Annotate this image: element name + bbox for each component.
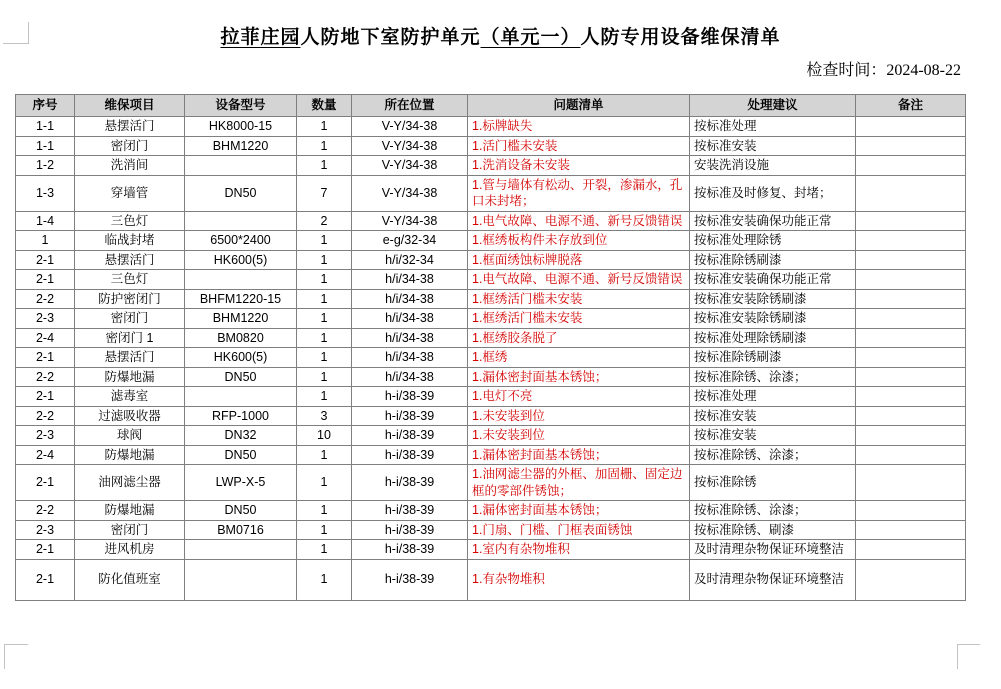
cell-location: h/i/34-38 (352, 328, 468, 348)
cell-item: 进风机房 (75, 540, 185, 560)
cell-issues: 1.漏体密封面基本锈蚀； (468, 367, 690, 387)
cell-issues: 1.框绣活门槛未安装 (468, 289, 690, 309)
cell-remark (856, 387, 966, 407)
cell-suggestion: 及时清理杂物保证环境整洁 (690, 540, 856, 560)
cell-location: h-i/38-39 (352, 520, 468, 540)
cell-issues: 1.框面绣蚀标牌脱落 (468, 250, 690, 270)
cell-model (185, 559, 297, 600)
title-segment: 人防专用设备维保清单 (580, 27, 781, 48)
cell-issues: 1.框绣 (468, 348, 690, 368)
cell-model: DN50 (185, 367, 297, 387)
table-row (16, 426, 966, 446)
cell-location: h/i/34-38 (352, 367, 468, 387)
cell-seq: 2-1 (16, 250, 75, 270)
cell-model: HK8000-15 (185, 117, 297, 137)
column-header-item: 维保项目 (75, 95, 185, 117)
cell-remark (856, 270, 966, 290)
cell-seq: 2-4 (16, 328, 75, 348)
cell-item: 穿墙管 (75, 175, 185, 211)
cell-model: BHFM1220-15 (185, 289, 297, 309)
cell-remark (856, 156, 966, 176)
cell-remark (856, 465, 966, 501)
cell-item: 密闭门 (75, 309, 185, 329)
cell-location: V-Y/34-38 (352, 156, 468, 176)
cell-seq: 1 (16, 231, 75, 251)
cell-item: 悬摆活门 (75, 250, 185, 270)
cell-remark (856, 231, 966, 251)
cell-location: h-i/38-39 (352, 445, 468, 465)
table-row (16, 250, 966, 270)
cell-qty: 1 (297, 231, 352, 251)
cell-qty: 1 (297, 270, 352, 290)
cell-issues: 1.框绣胶条脱了 (468, 328, 690, 348)
cell-qty: 1 (297, 520, 352, 540)
table-row (16, 117, 966, 137)
cell-model: HK600(5) (185, 250, 297, 270)
cell-suggestion: 按标准除锈、涂漆； (690, 501, 856, 521)
cell-remark (856, 520, 966, 540)
table-row (16, 348, 966, 368)
cell-issues: 1.管与墙体有松动、开裂，渗漏水，孔口未封堵； (468, 175, 690, 211)
cell-model: DN50 (185, 175, 297, 211)
cell-qty: 1 (297, 387, 352, 407)
title-segment: （单元一） (480, 27, 581, 48)
page-corner-mark-top-left (3, 22, 29, 44)
cell-seq: 2-1 (16, 559, 75, 600)
cell-issues: 1.电气故障、电源不通、新号反馈错误 (468, 270, 690, 290)
cell-suggestion: 按标准安装确保功能正常 (690, 270, 856, 290)
cell-model (185, 211, 297, 231)
cell-seq: 1-1 (16, 136, 75, 156)
cell-seq: 2-2 (16, 367, 75, 387)
cell-remark (856, 328, 966, 348)
cell-model: DN50 (185, 445, 297, 465)
cell-seq: 1-4 (16, 211, 75, 231)
column-header-model: 设备型号 (185, 95, 297, 117)
cell-suggestion: 按标准安装除锈刷漆 (690, 289, 856, 309)
cell-item: 过滤吸收器 (75, 406, 185, 426)
cell-qty: 2 (297, 211, 352, 231)
cell-model: BM0820 (185, 328, 297, 348)
table-row (16, 367, 966, 387)
cell-remark (856, 175, 966, 211)
cell-qty: 1 (297, 501, 352, 521)
cell-model: DN50 (185, 501, 297, 521)
column-header-qty: 数量 (297, 95, 352, 117)
cell-seq: 2-3 (16, 309, 75, 329)
table-row (16, 406, 966, 426)
page-corner-mark-bottom-left (4, 644, 28, 669)
table-row (16, 540, 966, 560)
cell-issues: 1.电气故障、电源不通、新号反馈错误 (468, 211, 690, 231)
cell-remark (856, 426, 966, 446)
table-row (16, 445, 966, 465)
cell-qty: 1 (297, 445, 352, 465)
cell-location: h/i/34-38 (352, 309, 468, 329)
table-row (16, 270, 966, 290)
cell-model: DN32 (185, 426, 297, 446)
cell-model: BHM1220 (185, 136, 297, 156)
cell-seq: 2-2 (16, 501, 75, 521)
cell-qty: 1 (297, 289, 352, 309)
cell-seq: 2-1 (16, 465, 75, 501)
table-row (16, 231, 966, 251)
column-header-remark: 备注 (856, 95, 966, 117)
cell-suggestion: 按标准除锈、刷漆 (690, 520, 856, 540)
cell-qty: 1 (297, 136, 352, 156)
cell-suggestion: 按标准除锈刷漆 (690, 250, 856, 270)
cell-location: V-Y/34-38 (352, 136, 468, 156)
title-segment: 拉菲庄园 (220, 27, 301, 48)
cell-qty: 1 (297, 559, 352, 600)
cell-location: h/i/34-38 (352, 348, 468, 368)
page-title (0, 22, 1001, 49)
cell-qty: 1 (297, 540, 352, 560)
cell-remark (856, 117, 966, 137)
cell-qty: 1 (297, 250, 352, 270)
cell-item: 密闭门 1 (75, 328, 185, 348)
cell-location: h-i/38-39 (352, 559, 468, 600)
table-row (16, 328, 966, 348)
cell-issues: 1.框绣板构件未存放到位 (468, 231, 690, 251)
column-header-seq: 序号 (16, 95, 75, 117)
cell-model: BHM1220 (185, 309, 297, 329)
cell-location: h-i/38-39 (352, 465, 468, 501)
table-row (16, 136, 966, 156)
cell-remark (856, 445, 966, 465)
cell-remark (856, 289, 966, 309)
cell-suggestion: 及时清理杂物保证环境整洁 (690, 559, 856, 600)
cell-item: 防护密闭门 (75, 289, 185, 309)
table-row (16, 465, 966, 501)
cell-suggestion: 按标准除锈、涂漆； (690, 445, 856, 465)
table-row (16, 559, 966, 600)
cell-location: e-g/32-34 (352, 231, 468, 251)
cell-model: RFP-1000 (185, 406, 297, 426)
cell-issues: 1.洗消设备未安装 (468, 156, 690, 176)
cell-remark (856, 367, 966, 387)
cell-issues: 1.门扇、门槛、门框表面锈蚀 (468, 520, 690, 540)
cell-model (185, 156, 297, 176)
table-row (16, 387, 966, 407)
cell-model: BM0716 (185, 520, 297, 540)
cell-remark (856, 250, 966, 270)
cell-model (185, 540, 297, 560)
cell-issues: 1.有杂物堆积 (468, 559, 690, 600)
table-row (16, 175, 966, 211)
cell-suggestion: 按标准除锈刷漆 (690, 348, 856, 368)
cell-location: h-i/38-39 (352, 501, 468, 521)
cell-suggestion: 按标准安装 (690, 406, 856, 426)
column-header-suggestion: 处理建议 (690, 95, 856, 117)
cell-qty: 3 (297, 406, 352, 426)
cell-suggestion: 按标准安装除锈刷漆 (690, 309, 856, 329)
cell-remark (856, 540, 966, 560)
cell-remark (856, 501, 966, 521)
cell-item: 防爆地漏 (75, 501, 185, 521)
cell-location: h-i/38-39 (352, 387, 468, 407)
cell-issues: 1.漏体密封面基本锈蚀； (468, 501, 690, 521)
cell-qty: 7 (297, 175, 352, 211)
cell-item: 临战封堵 (75, 231, 185, 251)
cell-item: 三色灯 (75, 270, 185, 290)
cell-issues: 1.室内有杂物堆积 (468, 540, 690, 560)
cell-qty: 1 (297, 117, 352, 137)
cell-location: h-i/38-39 (352, 540, 468, 560)
cell-item: 密闭门 (75, 136, 185, 156)
cell-location: h/i/34-38 (352, 289, 468, 309)
cell-seq: 2-2 (16, 406, 75, 426)
cell-suggestion: 按标准除锈 (690, 465, 856, 501)
cell-suggestion: 按标准安装 (690, 426, 856, 446)
table-row (16, 501, 966, 521)
column-header-location: 所在位置 (352, 95, 468, 117)
cell-seq: 1-3 (16, 175, 75, 211)
cell-model (185, 270, 297, 290)
cell-location: h/i/32-34 (352, 250, 468, 270)
table-row (16, 289, 966, 309)
cell-qty: 1 (297, 156, 352, 176)
table-row (16, 520, 966, 540)
cell-qty: 1 (297, 348, 352, 368)
cell-item: 防化值班室 (75, 559, 185, 600)
cell-issues: 1.未安装到位 (468, 426, 690, 446)
cell-issues: 1.电灯不亮 (468, 387, 690, 407)
cell-item: 密闭门 (75, 520, 185, 540)
cell-issues: 1.漏体密封面基本锈蚀； (468, 445, 690, 465)
cell-remark (856, 406, 966, 426)
cell-suggestion: 按标准安装确保功能正常 (690, 211, 856, 231)
cell-model (185, 387, 297, 407)
cell-suggestion: 按标准及时修复、封堵； (690, 175, 856, 211)
cell-issues: 1.标牌缺失 (468, 117, 690, 137)
cell-remark (856, 211, 966, 231)
cell-item: 油网滤尘器 (75, 465, 185, 501)
table-header-row (16, 95, 966, 117)
table-row (16, 211, 966, 231)
inspection-time: 检查时间：2024-08-22 (806, 62, 961, 79)
cell-seq: 2-1 (16, 540, 75, 560)
cell-model: 6500*2400 (185, 231, 297, 251)
cell-seq: 2-3 (16, 520, 75, 540)
cell-item: 悬摆活门 (75, 117, 185, 137)
cell-item: 悬摆活门 (75, 348, 185, 368)
cell-qty: 1 (297, 328, 352, 348)
cell-model: LWP-X-5 (185, 465, 297, 501)
cell-item: 防爆地漏 (75, 445, 185, 465)
cell-qty: 1 (297, 309, 352, 329)
cell-issues: 1.油网滤尘器的外框、加固栅、固定边框的零部件锈蚀； (468, 465, 690, 501)
cell-item: 球阀 (75, 426, 185, 446)
cell-location: h-i/38-39 (352, 406, 468, 426)
cell-suggestion: 安装洗消设施 (690, 156, 856, 176)
cell-seq: 1-1 (16, 117, 75, 137)
cell-seq: 2-1 (16, 387, 75, 407)
cell-model: HK600(5) (185, 348, 297, 368)
title-segment: 人防地下室防护单元 (300, 27, 481, 48)
cell-suggestion: 按标准除锈、涂漆； (690, 367, 856, 387)
cell-remark (856, 136, 966, 156)
cell-seq: 2-2 (16, 289, 75, 309)
cell-location: V-Y/34-38 (352, 175, 468, 211)
column-header-issues: 问题清单 (468, 95, 690, 117)
cell-item: 防爆地漏 (75, 367, 185, 387)
cell-location: V-Y/34-38 (352, 117, 468, 137)
page-corner-mark-bottom-right (957, 644, 980, 669)
cell-suggestion: 按标准处理除锈刷漆 (690, 328, 856, 348)
cell-seq: 2-1 (16, 270, 75, 290)
cell-location: h/i/34-38 (352, 270, 468, 290)
cell-qty: 1 (297, 367, 352, 387)
cell-item: 滤毒室 (75, 387, 185, 407)
cell-seq: 2-3 (16, 426, 75, 446)
cell-location: V-Y/34-38 (352, 211, 468, 231)
cell-item: 三色灯 (75, 211, 185, 231)
table-row (16, 309, 966, 329)
cell-location: h-i/38-39 (352, 426, 468, 446)
cell-qty: 10 (297, 426, 352, 446)
cell-seq: 1-2 (16, 156, 75, 176)
maintenance-table (15, 94, 966, 601)
cell-issues: 1.框绣活门槛未安装 (468, 309, 690, 329)
cell-remark (856, 559, 966, 600)
table-row (16, 156, 966, 176)
cell-issues: 1.未安装到位 (468, 406, 690, 426)
cell-issues: 1.活门槛未安装 (468, 136, 690, 156)
cell-suggestion: 按标准安装 (690, 136, 856, 156)
cell-suggestion: 按标准处理除锈 (690, 231, 856, 251)
cell-remark (856, 348, 966, 368)
cell-item: 洗消间 (75, 156, 185, 176)
cell-suggestion: 按标准处理 (690, 117, 856, 137)
cell-remark (856, 309, 966, 329)
cell-suggestion: 按标准处理 (690, 387, 856, 407)
cell-seq: 2-4 (16, 445, 75, 465)
cell-seq: 2-1 (16, 348, 75, 368)
cell-qty: 1 (297, 465, 352, 501)
